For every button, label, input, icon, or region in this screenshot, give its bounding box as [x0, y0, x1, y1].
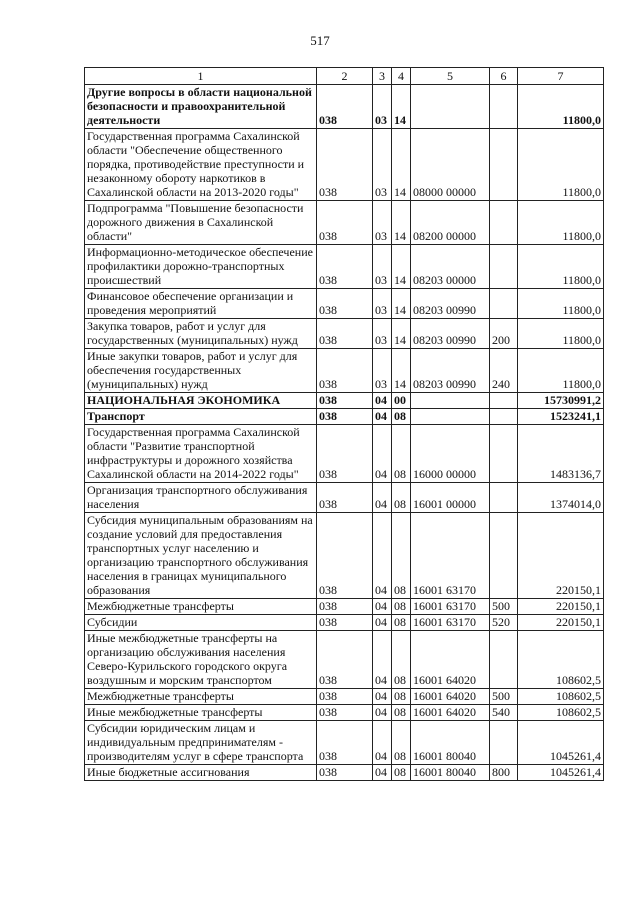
expense-type-cell: [490, 721, 518, 765]
subsection-cell: 14: [392, 85, 411, 129]
target-article-cell: 16001 63170: [411, 513, 490, 599]
amount-cell: 11800,0: [518, 85, 604, 129]
expense-type-cell: 520: [490, 615, 518, 631]
section-cell: 04: [373, 721, 392, 765]
expense-type-cell: [490, 409, 518, 425]
ved-cell: 038: [317, 483, 373, 513]
target-article-cell: 08203 00990: [411, 319, 490, 349]
amount-cell: 1483136,7: [518, 425, 604, 483]
name-cell: Государственная программа Сахалинской области "Обеспечение общественного порядка, противодействие преступности и незаконному обороту наркотиков в Сахалинской области на 2013-2020 годы": [85, 129, 317, 201]
amount-cell: 108602,5: [518, 631, 604, 689]
amount-cell: 11800,0: [518, 289, 604, 319]
subsection-cell: 08: [392, 765, 411, 781]
table-row: [85, 349, 604, 393]
name-cell: Субсидия муниципальным образованиям на создание условий для предоставления транспортных услуг населению и организацию транспортного обслуживания населения в границах муниципального образования: [85, 513, 317, 599]
section-cell: 03: [373, 289, 392, 319]
target-article-cell: 08203 00990: [411, 289, 490, 319]
name-cell: Межбюджетные трансферты: [85, 689, 317, 705]
name-cell: Финансовое обеспечение организации и проведения мероприятий: [85, 289, 317, 319]
subsection-cell: 14: [392, 319, 411, 349]
target-article-cell: 08203 00990: [411, 349, 490, 393]
target-article-cell: 16001 64020: [411, 705, 490, 721]
subsection-cell: 08: [392, 599, 411, 615]
name-cell: Иные межбюджетные трансферты: [85, 705, 317, 721]
amount-cell: 220150,1: [518, 513, 604, 599]
target-article-cell: 08200 00000: [411, 201, 490, 245]
ved-cell: 038: [317, 289, 373, 319]
target-article-cell: [411, 393, 490, 409]
expense-type-cell: [490, 513, 518, 599]
expense-type-cell: 500: [490, 689, 518, 705]
target-article-cell: 16001 63170: [411, 615, 490, 631]
section-cell: 03: [373, 319, 392, 349]
target-article-cell: 08203 00000: [411, 245, 490, 289]
table-row: [85, 721, 604, 765]
expense-type-cell: 200: [490, 319, 518, 349]
budget-table: [84, 67, 604, 781]
name-cell: Подпрограмма "Повышение безопасности дорожного движения в Сахалинской области": [85, 201, 317, 245]
name-cell: Иные закупки товаров, работ и услуг для обеспечения государственных (муниципальных) нужд: [85, 349, 317, 393]
header-cell: 2: [317, 68, 373, 85]
target-article-cell: 16001 64020: [411, 689, 490, 705]
expense-type-cell: 540: [490, 705, 518, 721]
name-cell: Транспорт: [85, 409, 317, 425]
header-row: [85, 68, 604, 85]
ved-cell: 038: [317, 245, 373, 289]
name-cell: Иные бюджетные ассигнования: [85, 765, 317, 781]
table-row: [85, 705, 604, 721]
expense-type-cell: 240: [490, 349, 518, 393]
subsection-cell: 14: [392, 349, 411, 393]
amount-cell: 1045261,4: [518, 765, 604, 781]
section-cell: 04: [373, 513, 392, 599]
amount-cell: 11800,0: [518, 129, 604, 201]
ved-cell: 038: [317, 409, 373, 425]
ved-cell: 038: [317, 599, 373, 615]
amount-cell: 11800,0: [518, 319, 604, 349]
section-cell: 03: [373, 85, 392, 129]
subsection-cell: 08: [392, 721, 411, 765]
section-cell: 03: [373, 245, 392, 289]
page-number: 517: [310, 33, 330, 48]
name-cell: Субсидии: [85, 615, 317, 631]
subsection-cell: 08: [392, 705, 411, 721]
table-row: [85, 393, 604, 409]
table-row: [85, 129, 604, 201]
subsection-cell: 14: [392, 201, 411, 245]
subsection-cell: 14: [392, 245, 411, 289]
header-cell: 4: [392, 68, 411, 85]
table-row: [85, 483, 604, 513]
table-row: [85, 201, 604, 245]
table-row: [85, 765, 604, 781]
header-cell: 6: [490, 68, 518, 85]
table-row: [85, 245, 604, 289]
table-row: [85, 631, 604, 689]
expense-type-cell: [490, 425, 518, 483]
amount-cell: 15730991,2: [518, 393, 604, 409]
section-cell: 04: [373, 483, 392, 513]
target-article-cell: 16001 80040: [411, 721, 490, 765]
amount-cell: 220150,1: [518, 599, 604, 615]
ved-cell: 038: [317, 425, 373, 483]
section-cell: 03: [373, 349, 392, 393]
amount-cell: 11800,0: [518, 245, 604, 289]
table-row: [85, 599, 604, 615]
table-row: [85, 85, 604, 129]
expense-type-cell: [490, 483, 518, 513]
table-row: [85, 319, 604, 349]
section-cell: 04: [373, 409, 392, 425]
section-cell: 04: [373, 599, 392, 615]
amount-cell: 11800,0: [518, 349, 604, 393]
ved-cell: 038: [317, 201, 373, 245]
subsection-cell: 08: [392, 483, 411, 513]
subsection-cell: 08: [392, 409, 411, 425]
section-cell: 04: [373, 615, 392, 631]
subsection-cell: 08: [392, 425, 411, 483]
section-cell: 04: [373, 765, 392, 781]
target-article-cell: 08000 00000: [411, 129, 490, 201]
subsection-cell: 14: [392, 129, 411, 201]
target-article-cell: 16001 00000: [411, 483, 490, 513]
ved-cell: 038: [317, 129, 373, 201]
amount-cell: 1523241,1: [518, 409, 604, 425]
ved-cell: 038: [317, 393, 373, 409]
table-row: [85, 615, 604, 631]
ved-cell: 038: [317, 631, 373, 689]
amount-cell: 220150,1: [518, 615, 604, 631]
name-cell: Субсидии юридическим лицам и индивидуальным предпринимателям - производителям услуг в сфере транспорта: [85, 721, 317, 765]
table-row: [85, 425, 604, 483]
ved-cell: 038: [317, 615, 373, 631]
name-cell: НАЦИОНАЛЬНАЯ ЭКОНОМИКА: [85, 393, 317, 409]
subsection-cell: 00: [392, 393, 411, 409]
target-article-cell: 16001 63170: [411, 599, 490, 615]
name-cell: Закупка товаров, работ и услуг для государственных (муниципальных) нужд: [85, 319, 317, 349]
header-cell: 3: [373, 68, 392, 85]
target-article-cell: [411, 85, 490, 129]
table-row: [85, 289, 604, 319]
section-cell: 03: [373, 201, 392, 245]
ved-cell: 038: [317, 85, 373, 129]
table-row: [85, 513, 604, 599]
expense-type-cell: [490, 393, 518, 409]
section-cell: 04: [373, 393, 392, 409]
ved-cell: 038: [317, 765, 373, 781]
subsection-cell: 08: [392, 689, 411, 705]
subsection-cell: 08: [392, 631, 411, 689]
name-cell: Организация транспортного обслуживания населения: [85, 483, 317, 513]
name-cell: Государственная программа Сахалинской области "Развитие транспортной инфраструктуры и дорожного хозяйства Сахалинской области на 2014-2022 годы": [85, 425, 317, 483]
name-cell: Иные межбюджетные трансферты на организацию обслуживания населения Северо-Курильского городского округа воздушным и морским транспортом: [85, 631, 317, 689]
table-row: [85, 689, 604, 705]
subsection-cell: 08: [392, 615, 411, 631]
target-article-cell: 16000 00000: [411, 425, 490, 483]
target-article-cell: 16001 80040: [411, 765, 490, 781]
expense-type-cell: [490, 245, 518, 289]
ved-cell: 038: [317, 319, 373, 349]
expense-type-cell: [490, 85, 518, 129]
ved-cell: 038: [317, 513, 373, 599]
name-cell: Другие вопросы в области национальной безопасности и правоохранительной деятельности: [85, 85, 317, 129]
section-cell: 04: [373, 689, 392, 705]
section-cell: 04: [373, 425, 392, 483]
name-cell: Информационно-методическое обеспечение профилактики дорожно-транспортных происшествий: [85, 245, 317, 289]
ved-cell: 038: [317, 721, 373, 765]
table-row: [85, 409, 604, 425]
target-article-cell: 16001 64020: [411, 631, 490, 689]
amount-cell: 1374014,0: [518, 483, 604, 513]
amount-cell: 11800,0: [518, 201, 604, 245]
ved-cell: 038: [317, 689, 373, 705]
expense-type-cell: [490, 201, 518, 245]
ved-cell: 038: [317, 349, 373, 393]
amount-cell: 1045261,4: [518, 721, 604, 765]
name-cell: Межбюджетные трансферты: [85, 599, 317, 615]
header-cell: 1: [85, 68, 317, 85]
expense-type-cell: 800: [490, 765, 518, 781]
amount-cell: 108602,5: [518, 689, 604, 705]
table-body: [85, 85, 604, 781]
header-cell: 5: [411, 68, 490, 85]
target-article-cell: [411, 409, 490, 425]
ved-cell: 038: [317, 705, 373, 721]
expense-type-cell: [490, 289, 518, 319]
section-cell: 04: [373, 705, 392, 721]
section-cell: 03: [373, 129, 392, 201]
subsection-cell: 14: [392, 289, 411, 319]
expense-type-cell: [490, 631, 518, 689]
expense-type-cell: 500: [490, 599, 518, 615]
section-cell: 04: [373, 631, 392, 689]
subsection-cell: 08: [392, 513, 411, 599]
expense-type-cell: [490, 129, 518, 201]
header-cell: 7: [518, 68, 604, 85]
amount-cell: 108602,5: [518, 705, 604, 721]
